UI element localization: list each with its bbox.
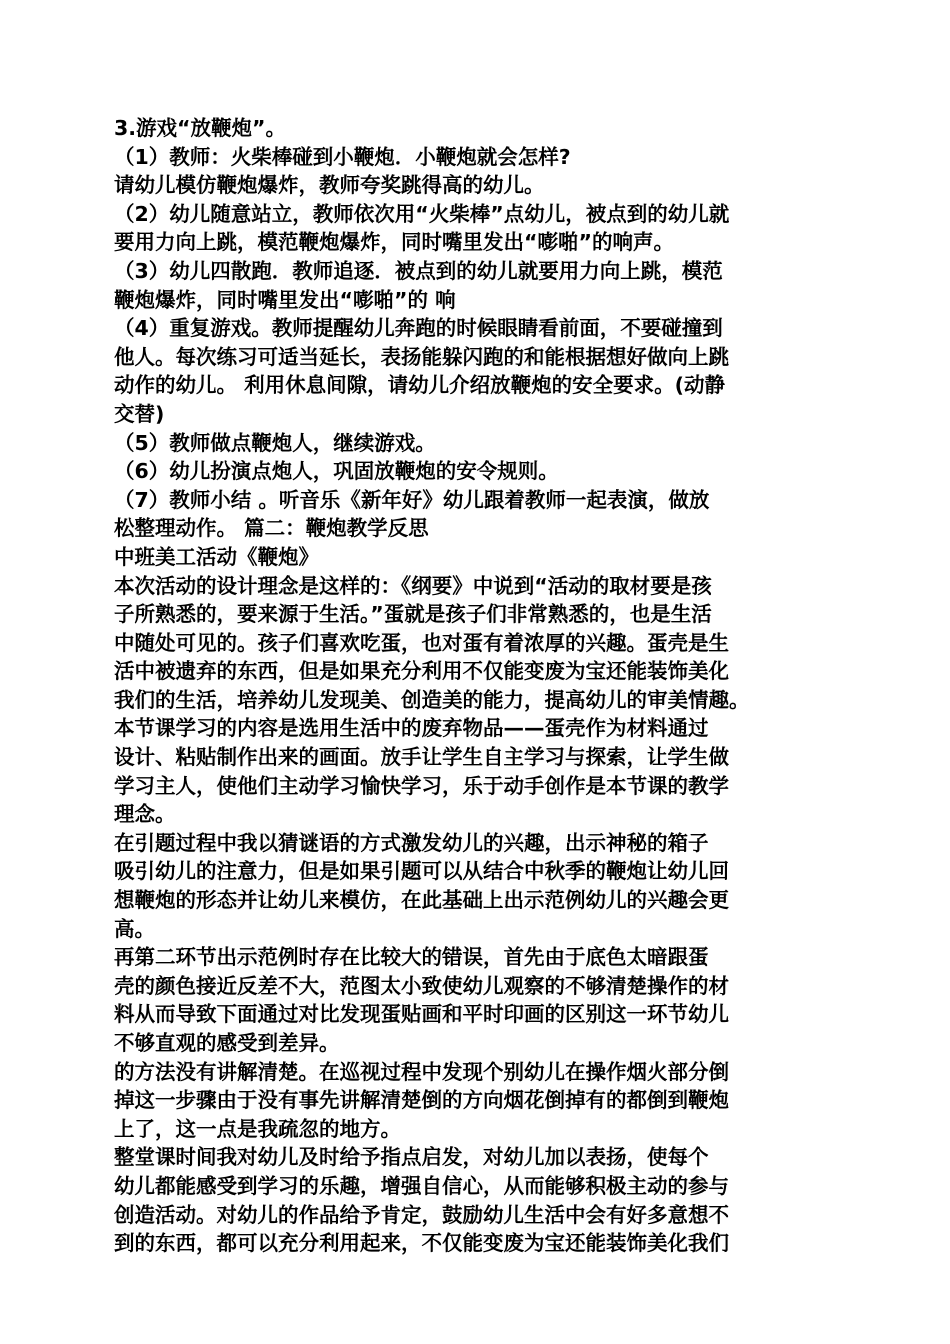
text-line: 动作的幼儿。 利用休息间隙，请幼儿介绍放鞭炮的安全要求。(动静 <box>114 373 726 398</box>
text-line: （6）幼儿扮演点炮人，巩固放鞭炮的安令规则。 <box>114 459 559 484</box>
text-line: （2）幼儿随意站立，教师依次用“火柴棒”点幼儿，被点到的幼儿就 <box>114 201 730 226</box>
text-line: 交替) <box>114 401 165 426</box>
text-line: 要用力向上跳，模范鞭炮爆炸，同时嘴里发出“嘭啪”的响声。 <box>114 230 674 255</box>
text-line: 我们的生活，培养幼儿发现美、创造美的能力，提高幼儿的审美情趣。 <box>114 687 750 712</box>
text-line: 壳的颜色接近反差不大，范图太小致使幼儿观察的不够清楚操作的材 <box>114 973 729 998</box>
text-line: 想鞭炮的形态并让幼儿来模仿，在此基础上出示范例幼儿的兴趣会更 <box>114 888 729 913</box>
section-title: 中班美工活动《鞭炮》 <box>114 544 319 569</box>
text-line: 整堂课时间我对幼儿及时给予指点启发，对幼儿加以表扬，使每个 <box>114 1145 709 1170</box>
text-line: 设计、粘贴制作出来的画面。放手让学生自主学习与探索，让学生做 <box>114 745 729 770</box>
text-line: 的方法没有讲解清楚。在巡视过程中发现个别幼儿在操作烟火部分倒 <box>114 1059 729 1084</box>
text-line: 鞭炮爆炸，同时嘴里发出“嘭啪”的 响 <box>114 287 456 312</box>
text-line: （3）幼儿四散跑．教师追逐．被点到的幼儿就要用力向上跳，模范 <box>114 258 723 283</box>
text-line: 学习主人，使他们主动学习愉快学习，乐于动手创作是本节课的教学 <box>114 773 729 798</box>
text-line: 中随处可见的。孩子们喜欢吃蛋，也对蛋有着浓厚的兴趣。蛋壳是生 <box>114 630 729 655</box>
text-line: （7）教师小结 。听音乐《新年好》幼儿跟着教师一起表演，做放 <box>114 487 710 512</box>
text-line: （4）重复游戏。教师提醒幼儿奔跑的时候眼睛看前面，不要碰撞到 <box>114 316 723 341</box>
document-body <box>114 114 844 1258</box>
text-line: 在引题过程中我以猜谜语的方式激发幼儿的兴趣，出示神秘的箱子 <box>114 830 709 855</box>
text-line: 3.游戏“放鞭炮”。 <box>114 116 286 140</box>
text-line: 不够直观的感受到差异。 <box>114 1031 340 1055</box>
text-line: 料从而导致下面通过对比发现蛋贴画和平时印画的区别这一环节幼儿 <box>114 1002 729 1027</box>
text-line: 上了，这一点是我疏忽的地方。 <box>114 1116 401 1141</box>
text-line: 请幼儿模仿鞭炮爆炸，教师夸奖跳得高的幼儿。 <box>114 173 545 198</box>
text-line: 再第二环节出示范例时存在比较大的错误，首先由于底色太暗跟蛋 <box>114 945 709 970</box>
text-line: 理念。 <box>114 802 176 827</box>
text-line: 吸引幼儿的注意力，但是如果引题可以从结合中秋季的鞭炮让幼儿回 <box>114 859 729 884</box>
text-line: （5）教师做点鞭炮人，继续游戏。 <box>114 430 436 455</box>
text-line: 本节课学习的内容是选用生活中的废弃物品——蛋壳作为材料通过 <box>114 716 709 741</box>
text-line: 掉这一步骤由于没有事先讲解清楚倒的方向烟花倒掉有的都倒到鞭炮 <box>114 1088 729 1113</box>
text-line: 创造活动。对幼儿的作品给予肯定，鼓励幼儿生活中会有好多意想不 <box>114 1202 729 1227</box>
text-line: 活中被遗弃的东西，但是如果充分利用不仅能变废为宝还能装饰美化 <box>114 659 729 684</box>
text-line: 他人。每次练习可适当延长，表扬能躲闪跑的和能根据想好做向上跳 <box>114 344 729 369</box>
text-line: 到的东西，都可以充分利用起来，不仅能变废为宝还能装饰美化我们 <box>114 1231 729 1256</box>
text-line: 子所熟悉的，要来源于生活。”蛋就是孩子们非常熟悉的，也是生活 <box>114 602 712 627</box>
text-line: 高。 <box>114 916 155 941</box>
text-line: 松整理动作。 篇二：鞭炮教学反思 <box>114 516 429 541</box>
text-line: 本次活动的设计理念是这样的：《纲要》中说到“活动的取材要是孩 <box>114 573 712 598</box>
text-line: 幼儿都能感受到学习的乐趣，增强自信心，从而能够积极主动的参与 <box>114 1173 729 1198</box>
text-line: （1）教师：火柴棒碰到小鞭炮．小鞭炮就会怎样? <box>114 144 571 169</box>
